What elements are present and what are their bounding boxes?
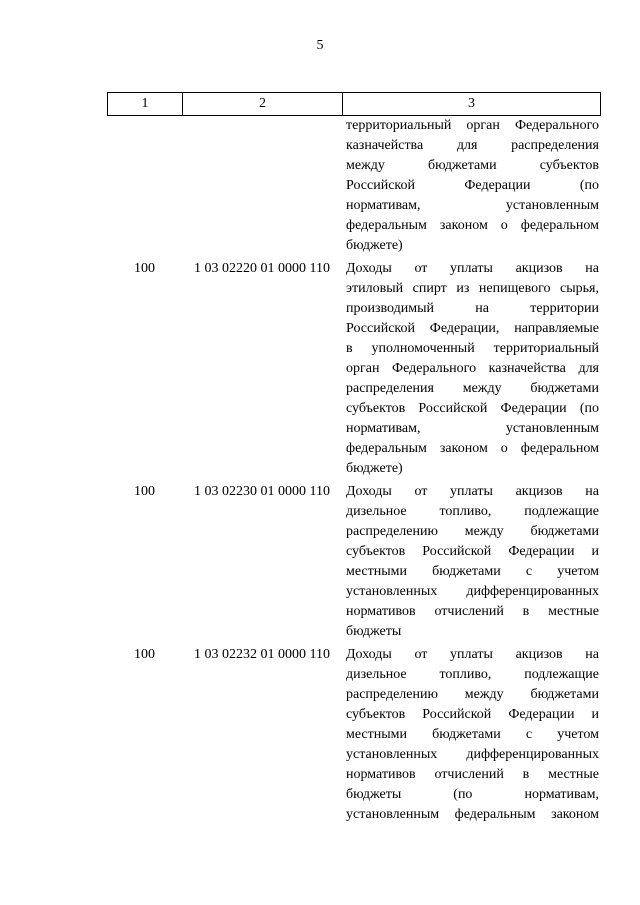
description-line: бюджеты (по нормативам, — [346, 787, 599, 802]
table-row — [0, 642, 640, 825]
description-line: дизельное топливо, подлежащие — [346, 504, 599, 519]
description-line: федеральным законом о федеральном — [346, 441, 599, 456]
description-line: производимый на территории — [346, 301, 599, 316]
description-line: бюджете) — [346, 461, 403, 476]
description-line: Российской Федерации, направляемые — [346, 321, 599, 336]
budget-classification-code: 1 03 02230 01 0000 110 — [194, 484, 330, 499]
table-header-col-2: 2 — [183, 93, 343, 115]
table-row — [0, 479, 640, 642]
table-row — [0, 256, 640, 479]
description-line: казначейства для распределения — [346, 138, 599, 153]
description-line: бюджеты — [346, 624, 402, 639]
description-line: установленным федеральным законом — [346, 807, 599, 822]
description-line: орган Федерального казначейства для — [346, 361, 599, 376]
description-line: нормативов отчислений в местные — [346, 767, 599, 782]
description-line: Доходы от уплаты акцизов на — [346, 647, 599, 662]
description-line: распределению между бюджетами — [346, 687, 599, 702]
administrator-code: 100 — [134, 261, 155, 276]
description-line: распределению между бюджетами — [346, 524, 599, 539]
description-line: Российской Федерации (по — [346, 178, 599, 193]
revenue-description — [346, 642, 599, 825]
page-number: 5 — [316, 38, 324, 53]
table-header-col-3: 3 — [468, 96, 475, 111]
description-line: дизельное топливо, подлежащие — [346, 667, 599, 682]
description-line: нормативам, установленным — [346, 198, 599, 213]
description-line: нормативов отчислений в местные — [346, 604, 599, 619]
description-line: в уполномоченный территориальный — [346, 341, 599, 356]
description-line: субъектов Российской Федерации и — [346, 707, 599, 722]
administrator-code: 100 — [134, 484, 155, 499]
table-body — [0, 116, 640, 825]
table-header-row — [107, 92, 601, 116]
description-line: федеральным законом о федеральном — [346, 218, 599, 233]
description-line: нормативам, установленным — [346, 421, 599, 436]
description-line: субъектов Российской Федерации (по — [346, 401, 599, 416]
description-line: этиловый спирт из непищевого сырья, — [346, 281, 599, 296]
description-line: бюджете) — [346, 238, 403, 253]
budget-classification-code: 1 03 02220 01 0000 110 — [194, 261, 330, 276]
description-line: распределения между бюджетами — [346, 381, 599, 396]
description-line: Доходы от уплаты акцизов на — [346, 261, 599, 276]
description-line: местными бюджетами с учетом — [346, 564, 599, 579]
revenue-description — [346, 256, 599, 479]
description-line: Доходы от уплаты акцизов на — [346, 484, 599, 499]
revenue-description — [346, 479, 599, 642]
budget-classification-code: 1 03 02232 01 0000 110 — [194, 647, 330, 662]
administrator-code: 100 — [134, 647, 155, 662]
description-line: субъектов Российской Федерации и — [346, 544, 599, 559]
description-line: установленных дифференцированных — [346, 747, 599, 762]
table-row-continuation — [0, 116, 640, 256]
description-line: установленных дифференцированных — [346, 584, 599, 599]
description-line: местными бюджетами с учетом — [346, 727, 599, 742]
revenue-description — [346, 116, 599, 256]
description-line: между бюджетами субъектов — [346, 158, 599, 173]
description-line: территориальный орган Федерального — [346, 118, 599, 133]
table-header-col-1: 1 — [108, 93, 183, 115]
